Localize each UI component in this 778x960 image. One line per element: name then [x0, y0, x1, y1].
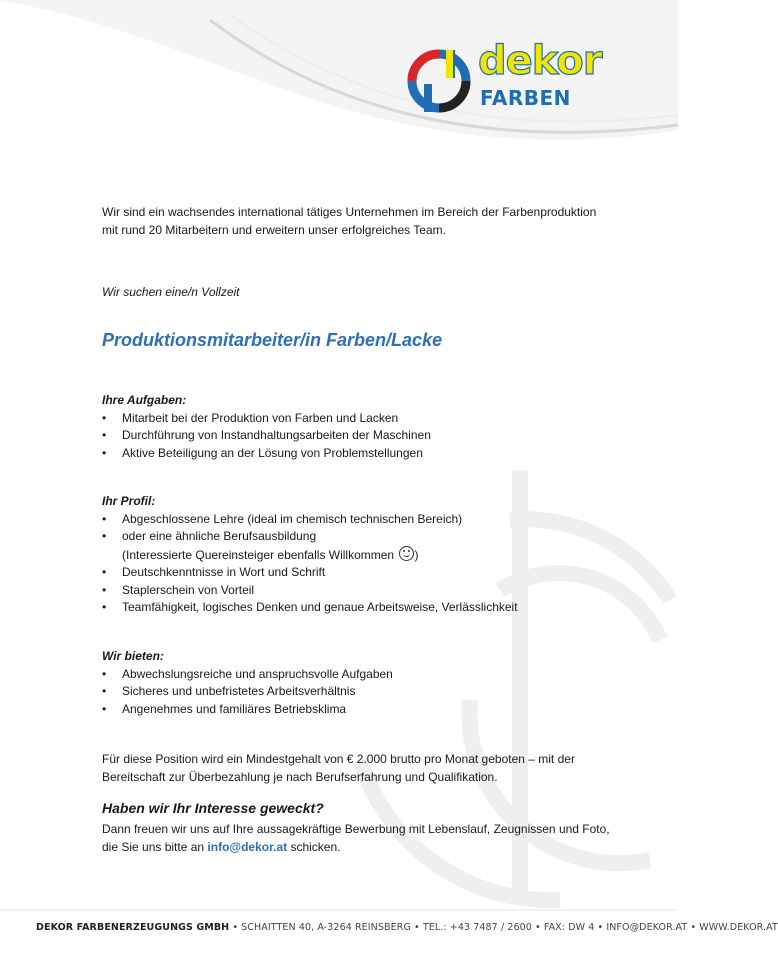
intro-text: Wir sind ein wachsendes international tätiges Unternehmen im Bereich der Farbenproduktion mit rund 20 Mitarbeitern und erweitern unser erfolgreiches Team.: [102, 205, 597, 237]
list-item: • Mitarbeit bei der Produktion von Farben und Lacken: [102, 410, 399, 425]
logo-emblem-icon: [406, 48, 472, 114]
smiley-icon: [399, 546, 414, 561]
tasks-section: [102, 392, 622, 462]
email-link[interactable]: info@dekor.at: [207, 840, 288, 854]
logo-word: dekor: [478, 38, 602, 84]
list-item: • Angenehmes und familiäres Betriebsklima: [102, 701, 347, 716]
list-item: • Sicheres und unbefristetes Arbeitsverhältnis: [102, 684, 356, 698]
offer-section: [102, 648, 622, 718]
salary-text: Für diese Position wird ein Mindestgehalt von € 2.000 brutto pro Monat geboten – mit der Bereitschaft zur Überbezahlung je nach Berufserfahrung und Qualifikation.: [102, 752, 575, 784]
list-item: • Teamfähigkeit, logisches Denken und genaue Arbeitsweise, Verlässlichkeit: [102, 600, 518, 614]
list-item: • Durchführung von Instandhaltungsarbeiten der Maschinen: [102, 428, 431, 442]
list-item: • Staplerschein von Vorteil: [102, 582, 255, 597]
offer-heading: Wir bieten:: [102, 649, 164, 663]
logo-subtitle: FARBEN: [480, 86, 571, 110]
profile-heading: Ihr Profil:: [102, 494, 156, 508]
job-title: Produktionsmitarbeiter/in Farben/Lacke: [102, 330, 443, 350]
list-item: • Abgeschlossene Lehre (ideal im chemisch technischen Bereich): [102, 511, 463, 526]
search-line: Wir suchen eine/n Vollzeit: [102, 285, 240, 299]
list-item: • Aktive Beteiligung an der Lösung von Problemstellungen: [102, 445, 423, 460]
tasks-heading: Ihre Aufgaben:: [102, 393, 187, 407]
interest-heading: Haben wir Ihr Interesse geweckt?: [102, 800, 324, 816]
profile-section: [102, 493, 622, 617]
list-item: • Deutschkenntnisse in Wort und Schrift: [102, 565, 326, 579]
list-item: • Abwechslungsreiche und anspruchsvolle Aufgaben: [102, 666, 393, 681]
apply-text: Dann freuen wir uns auf Ihre aussagekräftige Bewerbung mit Lebenslauf, Zeugnissen und Foto, die Sie uns bitte an info@dekor.at schicken.: [102, 822, 610, 854]
footer-company: DEKOR FARBENERZEUGUNGS GMBH: [36, 922, 230, 933]
list-item: • oder eine ähnliche Berufsausbildung: [102, 529, 317, 543]
dekor-logo: [406, 40, 656, 120]
footer-details: • SCHAITTEN 40, A-3264 REINSBERG • TEL.: +43 7487 / 2600 • FAX: DW 4 • INFO@DEKOR.AT • WWW.DEKOR.AT: [229, 922, 778, 933]
list-item-note: (Interessierte Quereinsteiger ebenfalls Willkommen ): [122, 547, 419, 562]
footer: [36, 922, 778, 933]
